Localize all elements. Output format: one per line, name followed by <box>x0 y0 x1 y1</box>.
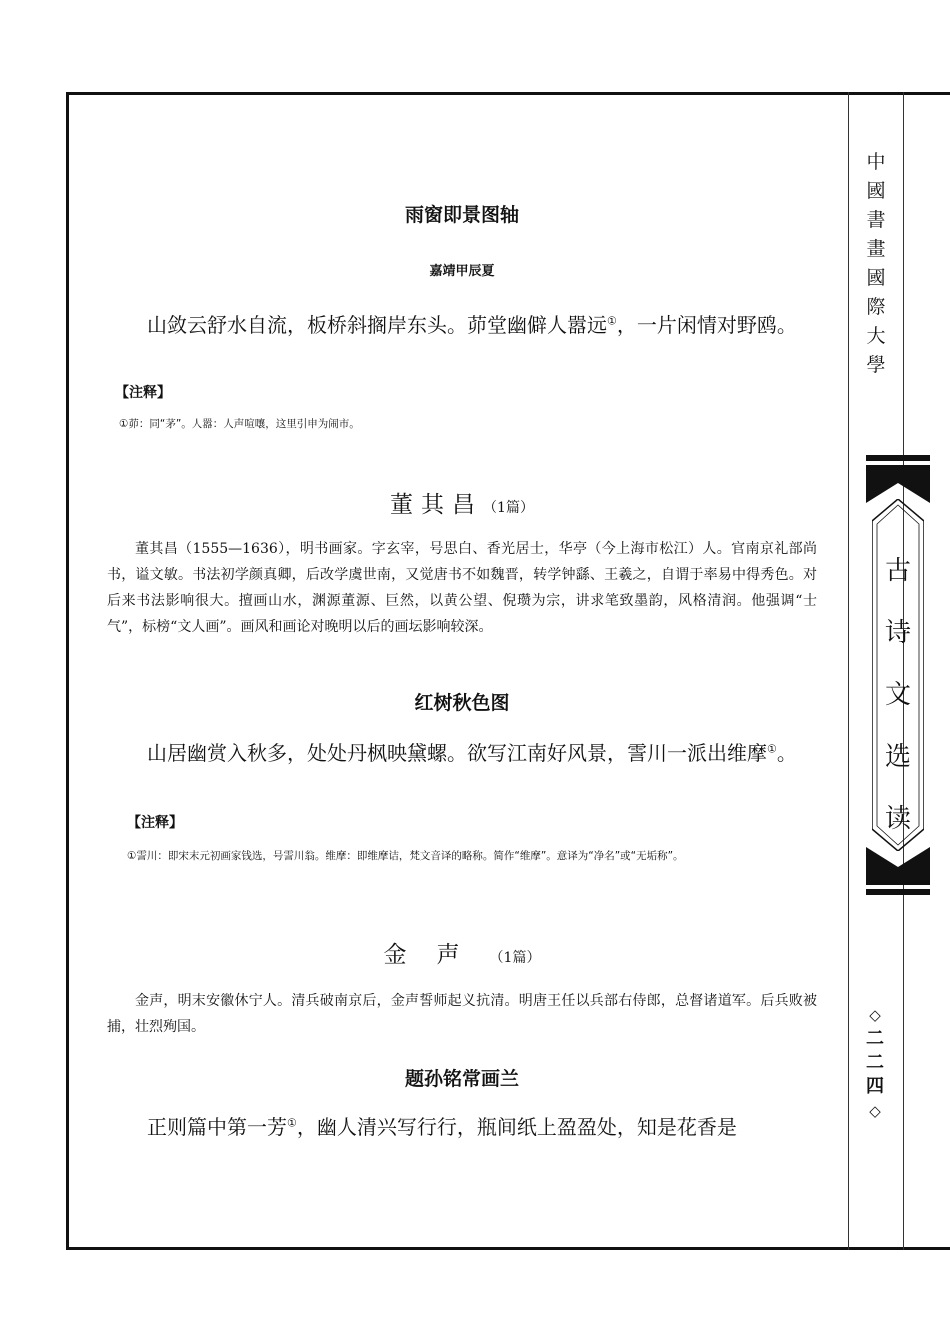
poem-1-part-b: ，一片闲情对野鸥。 <box>616 313 797 337</box>
footnote-marker-3: ① <box>287 1116 297 1130</box>
univ-char: 國 <box>866 267 886 289</box>
title-char: 诗 <box>884 618 911 648</box>
poem-2-part-b: 。 <box>776 741 797 765</box>
poem-subtitle-1: 嘉靖甲辰夏 <box>429 264 495 279</box>
univ-char: 書 <box>866 209 886 231</box>
banner-bar-bottom <box>866 879 930 885</box>
title-char: 选 <box>884 742 911 772</box>
banner-cap-top <box>866 471 930 503</box>
page-num-char: 二 <box>866 1052 884 1073</box>
univ-char: 大 <box>866 325 886 347</box>
author-bio-2: 金声，明末安徽休宁人。清兵破南京后，金声誓师起义抗清。明唐王任以兵部右侍郎，总督诸道军。后兵败被捕，壮烈殉国。 <box>107 993 817 1035</box>
title-char: 文 <box>884 680 911 710</box>
poem-title-3: 题孙铭常画兰 <box>404 1068 519 1090</box>
sidebar-rule-left <box>848 92 849 1250</box>
author-count-2: （1篇） <box>489 950 541 966</box>
university-name-vertical <box>861 148 891 380</box>
footnote-marker-1: ① <box>607 314 617 328</box>
page-number-vertical <box>860 1003 890 1123</box>
book-title-vertical <box>866 540 930 850</box>
author-heading-2 <box>107 936 817 969</box>
univ-char: 畫 <box>866 238 886 260</box>
poem-3-part-a: 正则篇中第一芳 <box>147 1115 287 1139</box>
poem-title-1: 雨窗即景图轴 <box>404 204 519 226</box>
footnote-marker-2: ① <box>767 742 777 756</box>
note-label-1: 【注释】 <box>115 385 171 401</box>
author-heading-1 <box>107 486 817 519</box>
poem-2-part-a: 山居幽赏入秋多，处处丹枫映黛螺。欲写江南好风景，霅川一派出维摩 <box>147 741 767 765</box>
univ-char: 際 <box>866 296 886 318</box>
poem-title-2: 红树秋色图 <box>414 692 510 714</box>
title-char: 古 <box>884 556 911 586</box>
banner-cap-bottom <box>866 847 930 879</box>
note-text-1: ①茆：同“茅”。人嚣：人声喧嚷，这里引申为闹市。 <box>119 418 360 430</box>
author-name-2: 金声 <box>383 942 490 968</box>
author-count-1: （1篇） <box>483 500 534 516</box>
banner-bar-bottom-2 <box>866 889 930 895</box>
poem-text-3 <box>107 1112 817 1142</box>
banner-bar-top <box>866 455 930 461</box>
page-num-char: 四 <box>866 1076 884 1097</box>
univ-char: 中 <box>866 151 886 173</box>
note-text-2: ①霅川：即宋末元初画家钱选，号霅川翁。维摩：即维摩诘，梵文音译的略称。简作“维摩”。意译为“净名”或“无垢称”。 <box>127 850 684 862</box>
page-num-char: 二 <box>866 1028 884 1049</box>
book-title-banner <box>866 455 930 895</box>
diamond-icon: ◇ <box>869 1006 881 1024</box>
title-char: 读 <box>884 804 911 834</box>
poem-1-part-a: 山敛云舒水自流，板桥斜搁岸东头。茆堂幽僻人嚣远 <box>147 313 607 337</box>
poem-3-part-b: ，幽人清兴写行行，瓶间纸上盈盈处，知是花香是 <box>296 1115 737 1139</box>
univ-char: 學 <box>866 354 886 376</box>
poem-text-2 <box>107 738 817 768</box>
author-bio-1: 董其昌（1555—1636），明书画家。字玄宰，号思白、香光居士，华亭（今上海市松江）人。官南京礼部尚书，谥文敏。书法初学颜真卿，后改学虞世南，又觉唐书不如魏晋，转学钟繇、王羲之，自谓于率易中得秀色。对后来书法影响很大。擅画山水，渊源董源、巨然，以黄公望、倪瓒为宗，讲求笔致墨韵，风格清润。他强调“士气”，标榜“文人画”。画风和画论对晚明以后的画坛影响较深。 <box>107 541 817 635</box>
diamond-icon: ◇ <box>869 1102 881 1120</box>
univ-char: 國 <box>866 180 886 202</box>
author-name-1: 董其昌 <box>390 492 484 518</box>
note-label-2: 【注释】 <box>127 815 183 831</box>
poem-text-1 <box>107 310 817 340</box>
